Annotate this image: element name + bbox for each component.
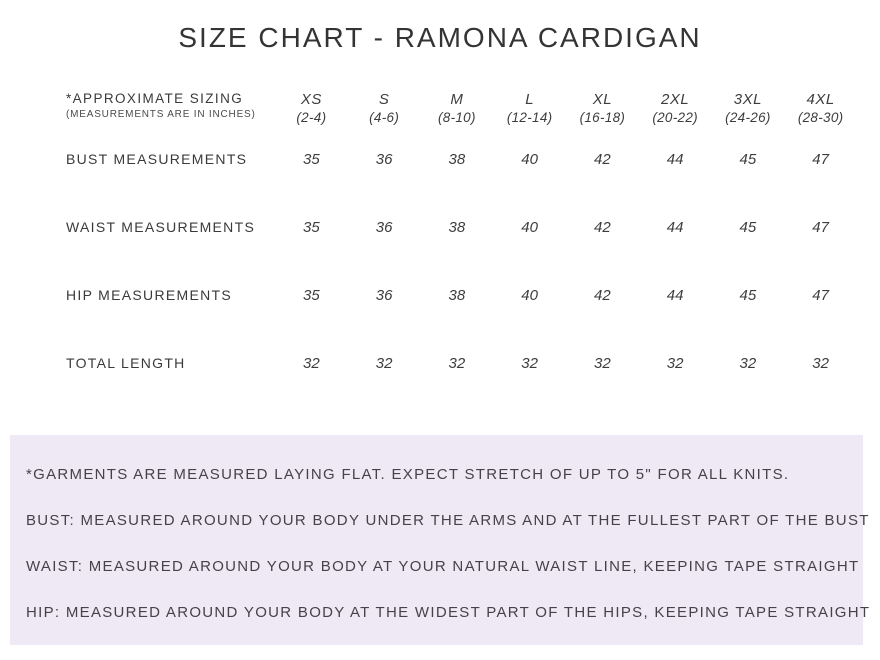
bust-value: 42: [594, 150, 611, 168]
bust-value: 47: [812, 150, 829, 168]
size-range: (16-18): [579, 110, 626, 125]
column-header-l: [493, 91, 566, 125]
row-label-bust: BUST MEASUREMENTS: [66, 151, 248, 167]
note-waist-method: WAIST: MEASURED AROUND YOUR BODY AT YOUR NATURAL WAIST LINE, KEEPING TAPE STRAIGHT: [26, 558, 860, 575]
hip-value: 38: [448, 286, 466, 304]
note-bust-method: BUST: MEASURED AROUND YOUR BODY UNDER THE ARMS AND AT THE FULLEST PART OF THE BUST: [26, 512, 870, 529]
column-header-2xl: [639, 91, 712, 125]
length-value: 32: [375, 354, 393, 372]
hip-value: 36: [375, 286, 393, 304]
waist-value: 47: [812, 218, 829, 236]
size-label: S: [378, 91, 390, 108]
table-row-bust: [66, 125, 880, 193]
column-header-s: [348, 91, 421, 125]
hip-value: 35: [303, 286, 320, 304]
column-header-4xl: [784, 91, 857, 125]
row-label-waist: WAIST MEASUREMENTS: [66, 219, 256, 235]
size-label: 4XL: [806, 91, 835, 108]
note-hip-method: HIP: MEASURED AROUND YOUR BODY AT THE WIDEST PART OF THE HIPS, KEEPING TAPE STRAIGHT: [26, 604, 871, 621]
waist-value: 36: [375, 218, 393, 236]
bust-value: 44: [666, 150, 684, 168]
length-value: 32: [812, 354, 829, 372]
column-header-3xl: [712, 91, 785, 125]
waist-value: 35: [303, 218, 320, 236]
hip-value: 44: [666, 286, 684, 304]
waist-value: 44: [666, 218, 684, 236]
size-range: (20-22): [652, 110, 698, 125]
table-row-waist: [66, 193, 880, 261]
table-row-total-length: [66, 329, 880, 397]
size-label: XL: [592, 91, 613, 108]
waist-value: 38: [448, 218, 466, 236]
column-header-xs: [275, 91, 348, 125]
sizing-header-sublabel: (MEASUREMENTS ARE IN INCHES): [66, 109, 256, 120]
page-title: SIZE CHART - RAMONA CARDIGAN: [178, 22, 702, 53]
size-label: XS: [300, 91, 322, 108]
size-chart-page: [0, 22, 880, 621]
waist-value: 45: [739, 218, 757, 236]
sizing-header-cell: [66, 91, 275, 120]
hip-value: 42: [594, 286, 611, 304]
bust-value: 35: [303, 150, 320, 168]
hip-value: 45: [739, 286, 757, 304]
size-range: (4-6): [369, 110, 400, 125]
sizing-header-label: *APPROXIMATE SIZING: [66, 91, 244, 106]
row-label-total-length: TOTAL LENGTH: [66, 355, 186, 371]
bust-value: 36: [375, 150, 393, 168]
waist-value: 42: [594, 218, 611, 236]
length-value: 32: [303, 354, 320, 372]
bust-value: 38: [448, 150, 466, 168]
size-range: (24-26): [725, 110, 771, 125]
size-table: [66, 91, 880, 397]
hip-value: 40: [521, 286, 538, 304]
length-value: 32: [448, 354, 466, 372]
length-value: 32: [739, 354, 757, 372]
measurement-notes-panel: [10, 435, 871, 645]
column-header-xl: [566, 91, 639, 125]
table-header-row: [66, 91, 880, 125]
size-label: 2XL: [661, 91, 690, 108]
size-label: L: [525, 91, 535, 108]
column-header-m: [421, 91, 494, 125]
hip-value: 47: [812, 286, 829, 304]
bust-value: 40: [521, 150, 538, 168]
length-value: 32: [594, 354, 611, 372]
size-range: (12-14): [506, 110, 553, 125]
bust-value: 45: [739, 150, 757, 168]
length-value: 32: [521, 354, 538, 372]
length-value: 32: [666, 354, 684, 372]
note-garments-flat: *GARMENTS ARE MEASURED LAYING FLAT. EXPECT STRETCH OF UP TO 5" FOR ALL KNITS.: [26, 466, 790, 483]
table-row-hip: [66, 261, 880, 329]
waist-value: 40: [521, 218, 538, 236]
size-range: (2-4): [296, 110, 327, 125]
size-label: 3XL: [733, 91, 762, 108]
size-range: (28-30): [797, 110, 844, 125]
row-label-hip: HIP MEASUREMENTS: [66, 287, 233, 303]
size-label: M: [450, 91, 464, 108]
size-range: (8-10): [437, 110, 476, 125]
